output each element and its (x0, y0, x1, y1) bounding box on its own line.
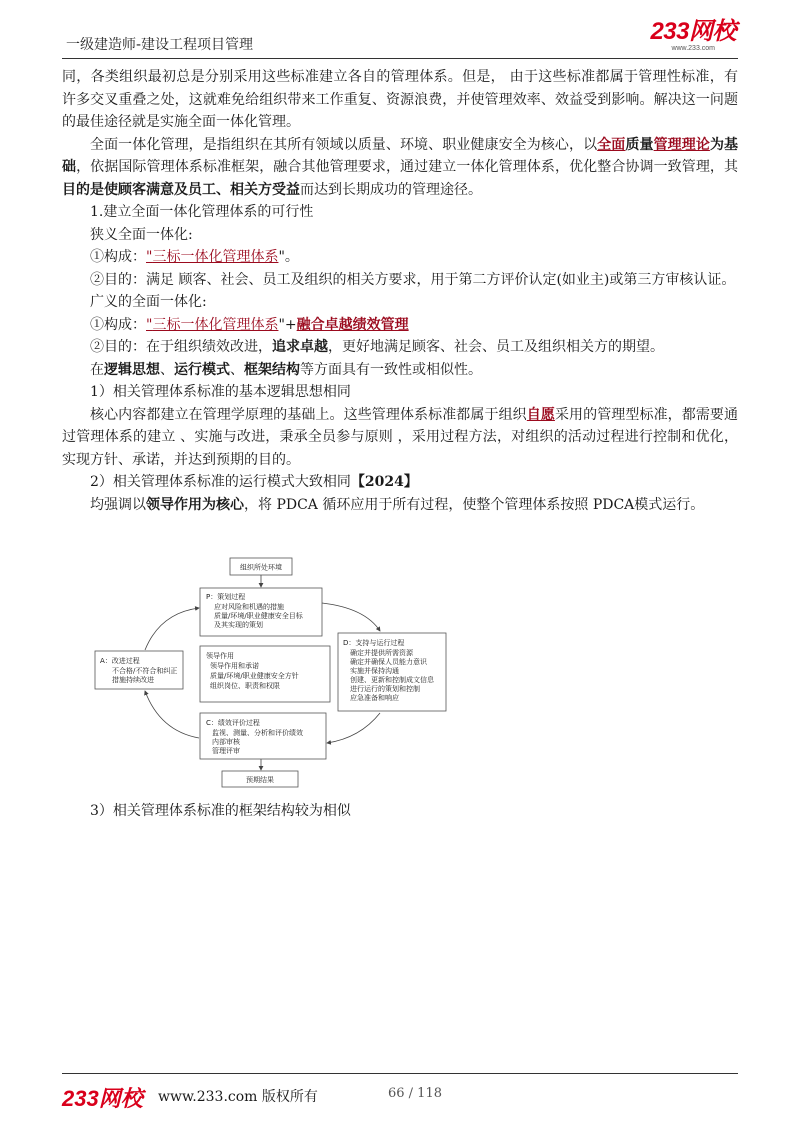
diagram-box-act (95, 651, 183, 689)
diagram-label: 监视、测量、分析和评价绩效 (212, 729, 303, 737)
diagram-label: 质量/环境/职业健康安全目标 (214, 612, 303, 620)
bold-term: 质量 (625, 136, 654, 153)
text: ，更好地满足顾客、社会、员工及组织相关方的期望。 (328, 339, 664, 355)
diagram-label: 预期结果 (246, 776, 274, 784)
narrow-composition (62, 246, 738, 269)
text: ，依据国际管理体系标准框架，融合其他管理要求，通过建立一体化管理体系，优化整合协调一致管理，其 (76, 159, 739, 175)
diagram-box-do (338, 633, 446, 711)
highlight-term: 融合卓越绩效管理 (296, 316, 409, 333)
document-body (62, 66, 738, 516)
bold-term: 领导作用为核心 (146, 496, 244, 513)
broad-purpose (62, 336, 738, 359)
text: "+ (278, 316, 297, 333)
header-title: 一级建造师-建设工程项目管理 (66, 37, 254, 53)
subheading-framework: 3）相关管理体系标准的框架结构较为相似 (90, 803, 351, 819)
diagram-label: 确定并提供所需资源 (350, 649, 413, 657)
diagram-label: 不合格/不符合和纠正 (112, 667, 178, 675)
highlight-term: 管理理论 (653, 136, 710, 153)
diagram-label: 组织岗位、职责和权限 (210, 682, 280, 690)
paragraph-operation (62, 494, 738, 517)
diagram-label: 质量/环境/职业健康安全方针 (210, 672, 299, 680)
bold-term: 追求卓越 (272, 339, 328, 355)
diagram-label: 应急准备和响应 (350, 694, 399, 702)
text: 均强调以 (90, 496, 146, 513)
footer-logo: 233网校 (62, 1086, 143, 1111)
text: 采用的管理型标准，都需要通过管理体系的建立 、实施与改进，秉承全员参与原则 ，采用过程方法，对组织的活动过程进行控制和优化，实现方针、承诺，并达到预期的目的。 (62, 406, 739, 468)
diagram-label: A：改进过程 (100, 657, 140, 665)
text: 、 (160, 361, 174, 378)
highlight-term: 全面 (597, 136, 626, 153)
bold-term: 逻辑思想 (104, 361, 160, 378)
diagram-box-result (222, 771, 298, 787)
narrow-purpose: ②目的：满足 顾客、社会、员工及组织的相关方要求，用于第二方评价认定(如业主)或第三方审核认证。 (90, 271, 736, 288)
broad-label: 广义的全面一体化: (90, 294, 207, 310)
diagram-label: 实施并保持沟通 (350, 667, 399, 675)
text: ①构成： (90, 316, 146, 333)
bold-term: 为基础 (62, 136, 739, 175)
diagram-label: 措施持续改进 (112, 676, 154, 684)
text: 全面一体化管理，是指组织在其所有领域以质量、环境、职业健康安全为核心，以 (90, 136, 598, 153)
arrow (145, 608, 199, 650)
text: " (146, 316, 153, 333)
highlight-term: 自愿 (526, 406, 555, 423)
highlight-term: 三标一体化管理体系 (152, 316, 279, 333)
text: 在 (90, 361, 104, 378)
text: 而达到长期成功的管理途径。 (300, 181, 482, 198)
arrow (327, 713, 380, 743)
paragraph-definition (62, 134, 738, 202)
diagram-box-leadership (200, 646, 330, 702)
bold-term: 目的是使顾客满意及员工、相关方受益 (62, 181, 300, 198)
diagram-label: 及其实现的策划 (214, 621, 263, 629)
diagram-label: 领导作用和承诺 (210, 662, 259, 670)
diagram-label: 创建、更新和控制成文信息 (350, 676, 434, 684)
diagram-label: 管理评审 (212, 747, 240, 755)
diagram-box-check (200, 713, 326, 759)
text: 、 (230, 361, 244, 378)
diagram-label: 组织所处环境 (240, 563, 282, 572)
bold-term: 框架结构 (244, 361, 300, 378)
subheading-operation (62, 471, 738, 494)
diagram-label: 内部审核 (212, 738, 240, 746)
brand-logo (650, 20, 736, 53)
bold-term: 运行模式 (174, 361, 230, 378)
consistency-statement (62, 359, 738, 382)
subheading-logic: 1）相关管理体系标准的基本逻辑思想相同 (90, 384, 351, 400)
broad-composition (62, 314, 738, 337)
page-header (62, 18, 738, 59)
logo-text: 233网校 (650, 18, 736, 45)
arrow (322, 603, 380, 631)
text: 2）相关管理体系标准的运行模式大致相同 (90, 474, 351, 490)
footer-copyright: www.233.com 版权所有 (158, 1089, 318, 1105)
diagram-label: P：策划过程 (206, 593, 246, 601)
highlight-term: 三标一体化管理体系 (152, 249, 279, 265)
text: " (146, 249, 153, 265)
text: ，将 PDCA 循环应用于所有过程，使整个管理体系按照 PDCA模式运行。 (244, 496, 705, 513)
diagram-box-environment (230, 558, 292, 575)
diagram-label: 确定并确保人员能力意识 (350, 658, 427, 666)
paragraph-intro: 同，各类组织最初总是分别采用这些标准建立各自的管理体系。但是， 由于这些标准都属于管理性标准，有许多交叉重叠之处，这就难免给组织带来工作重复、资源浪费，并使管理效率、效益受到影响。解决这一问题的最佳途径就是实施全面一体化管理。 (62, 69, 738, 130)
section-heading: 1.建立全面一体化管理体系的可行性 (90, 204, 314, 220)
text: 核心内容都建立在管理学原理的基础上。这些管理体系标准都属于组织 (90, 406, 527, 423)
text: "。 (278, 249, 299, 265)
diagram-box-plan (200, 588, 322, 636)
pdca-diagram (90, 553, 450, 793)
arrow (145, 691, 199, 738)
narrow-label: 狭义全面一体化: (90, 226, 193, 243)
paragraph-logic (62, 404, 738, 472)
text: ②目的：在于组织绩效改进， (90, 339, 272, 355)
page-footer (62, 1073, 738, 1114)
logo-url: www.233.com (671, 45, 716, 52)
exam-year-tag: 【2024】 (350, 474, 418, 490)
diagram-label: 进行运行的策划和控制 (350, 685, 420, 693)
text: 等方面具有一致性或相似性。 (300, 361, 482, 378)
diagram-label: 应对风险和机遇的措施 (214, 603, 284, 611)
text: ①构成： (90, 249, 146, 265)
page-number: 66 / 118 (388, 1086, 442, 1101)
diagram-label: 领导作用 (206, 652, 234, 660)
diagram-label: C：绩效评价过程 (206, 719, 260, 727)
diagram-label: D：支持与运行过程 (343, 639, 405, 647)
